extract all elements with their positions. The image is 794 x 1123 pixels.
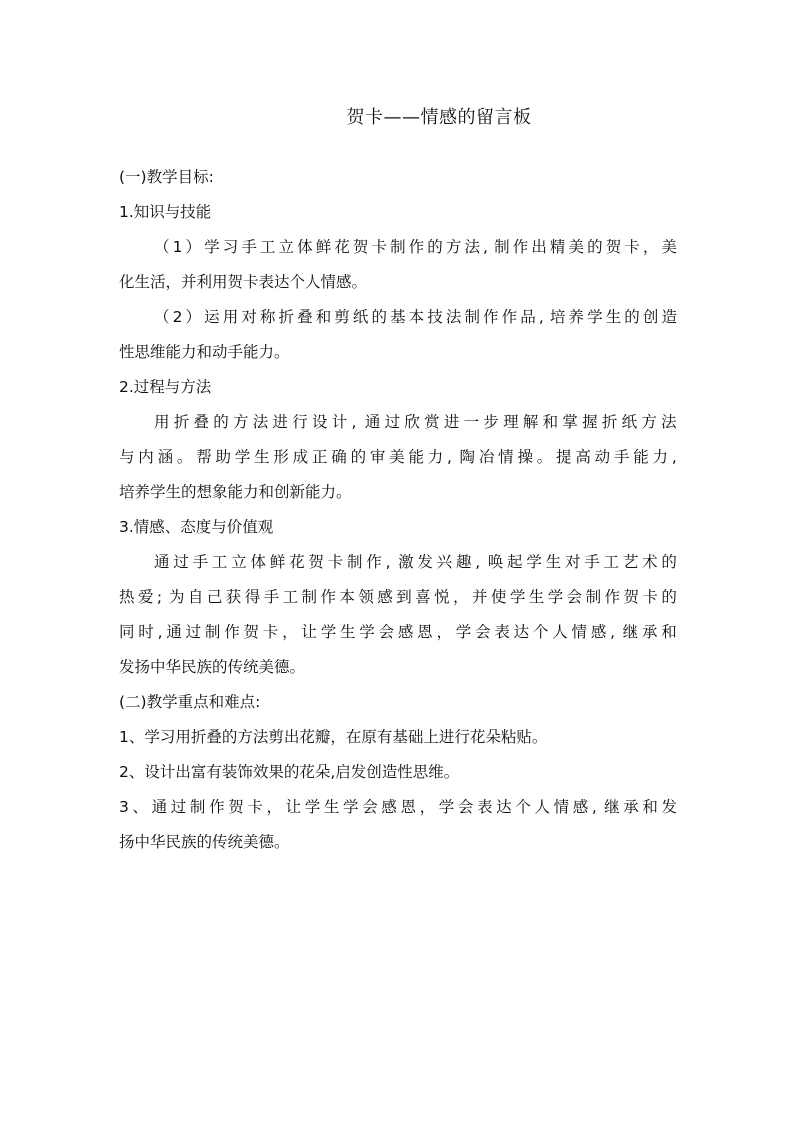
document-title: 贺卡——情感的留言板: [346, 107, 532, 128]
text-line: 1.知识与技能: [119, 203, 212, 221]
text-line: 发扬中华民族的传统美德。: [119, 658, 306, 676]
text-line: 2、设计出富有装饰效果的花朵,启发创造性思维。: [119, 763, 460, 781]
text-line: 同 时 , 通 过 制 作 贺 卡 ， 让 学 生 学 会 感 恩 ， 学 会 表 达 个 人 情 感 , 继 承 和: [119, 623, 677, 641]
text-line: (一)教学目标:: [119, 168, 214, 186]
text-line: （ 2 ） 运 用 对 称 折 叠 和 剪 纸 的 基 本 技 法 制 作 作 品 , 培 养 学 生 的 创 造: [154, 308, 677, 326]
text-line: 性思维能力和动手能力。: [119, 343, 290, 361]
text-line: （ 1 ） 学 习 手 工 立 体 鲜 花 贺 卡 制 作 的 方 法 , 制 作 出 精 美 的 贺 卡 ， 美: [154, 238, 677, 256]
text-line: 1、学习用折叠的方法剪出花瓣，在原有基础上进行花朵粘贴。: [119, 728, 548, 746]
text-line: 2.过程与方法: [119, 378, 212, 396]
text-line: 通 过 手 工 立 体 鲜 花 贺 卡 制 作 , 激 发 兴 趣 , 唤 起 学 生 对 手 工 艺 术 的: [154, 553, 677, 571]
document-body: [119, 160, 677, 860]
text-line: 培养学生的想象能力和创新能力。: [119, 483, 352, 501]
text-line: 化生活，并利用贺卡表达个人情感。: [119, 273, 368, 291]
text-line: 3.情感、态度与价值观: [119, 518, 274, 536]
text-line: 用 折 叠 的 方 法 进 行 设 计 , 通 过 欣 赏 进 一 步 理 解 和 掌 握 折 纸 方 法: [154, 413, 677, 431]
text-line: 3 、 通 过 制 作 贺 卡 ， 让 学 生 学 会 感 恩 ， 学 会 表 达 个 人 情 感 , 继 承 和 发: [119, 798, 677, 816]
text-line: 扬中华民族的传统美德。: [119, 833, 290, 851]
text-line: 热 爱 ; 为 自 己 获 得 手 工 制 作 本 领 感 到 喜 悦 ， 并 使 学 生 学 会 制 作 贺 卡 的: [119, 588, 677, 606]
text-line: (二)教学重点和难点:: [119, 693, 261, 711]
text-line: 与 内 涵 。 帮 助 学 生 形 成 正 确 的 审 美 能 力 , 陶 冶 情 操 。 提 高 动 手 能 力 ,: [119, 448, 677, 466]
